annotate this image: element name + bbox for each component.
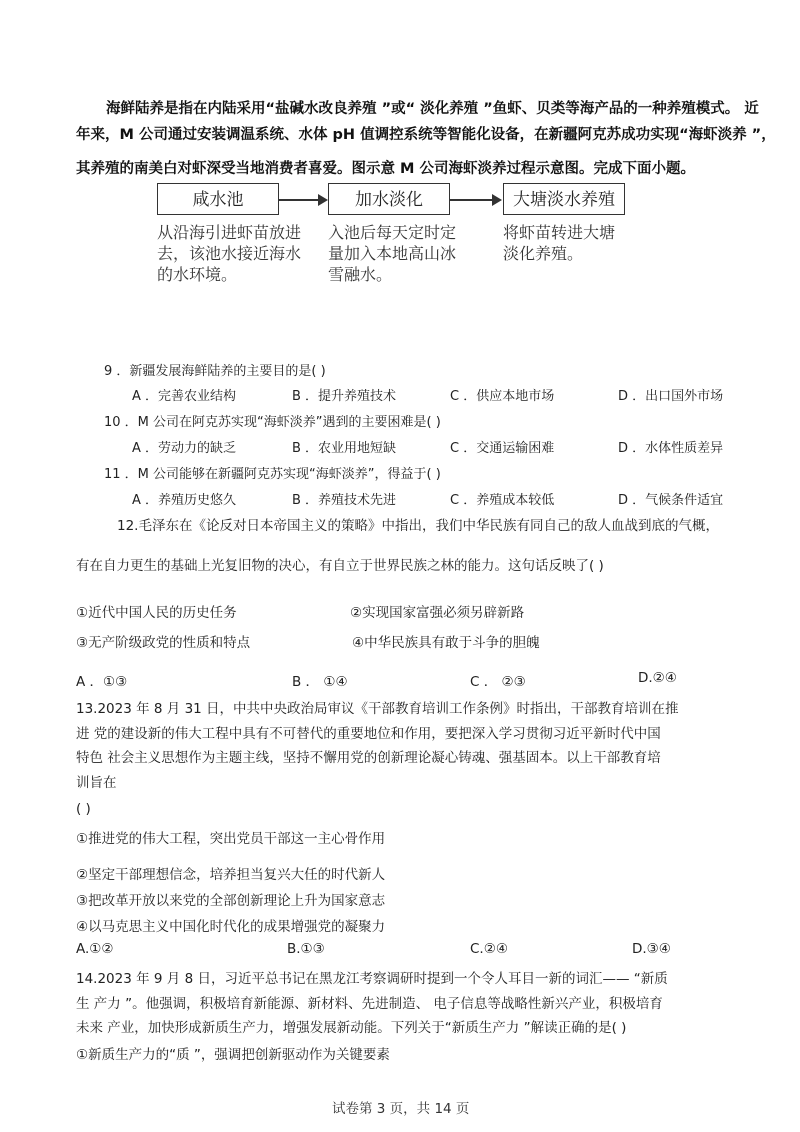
q14-stem-line-1: 14.2023 年 9 月 8 日，习近平总书记在黑龙江考察调研时提到一个令人耳目一新的词汇—— “新质 xyxy=(76,971,668,987)
q11-option-a: A ．养殖历史悠久 xyxy=(132,493,237,508)
q11-option-d: D ．气候条件适宜 xyxy=(618,493,724,508)
q11-option-c: C ．养殖成本较低 xyxy=(450,493,555,508)
q13-statement-2: ②坚定干部理想信念，培养担当复兴大任的时代新人 xyxy=(76,867,386,883)
q13-option-b: B.①③ xyxy=(287,941,325,957)
q12-option-d: D.②④ xyxy=(638,670,677,686)
q13-answer-paren: ( ) xyxy=(76,801,91,817)
q13-statement-3: ③把改革开放以来党的全部创新理论上升为国家意志 xyxy=(76,893,386,909)
q12-option-c: C ． ②③ xyxy=(470,674,526,690)
flow-arrow-2 xyxy=(450,199,500,201)
flow-step-1-title: 咸水池 xyxy=(192,190,244,210)
flow-step-1-desc: 从沿海引进虾苗放进去，该池水接近海水的水环境。 xyxy=(157,223,302,284)
q13-statement-1: ①推进党的伟大工程，突出党员干部这一主心骨作用 xyxy=(76,831,386,847)
q13-stem-line-4: 训旨在 xyxy=(76,775,117,791)
q13-stem-line-1: 13.2023 年 8 月 31 日，中共中央政治局审议《干部教育培训工作条例》时指出，干部教育培训在推 xyxy=(76,701,679,717)
q9-option-a: A ．完善农业结构 xyxy=(132,389,237,404)
q10-option-a: A ．劳动力的缺乏 xyxy=(132,441,237,456)
intro-line-2: 年来，M 公司通过安装调温系统、水体 pH 值调控系统等智能化设备，在新疆阿克苏成功实现“海虾淡养 ”， xyxy=(76,127,776,143)
q13-stem-line-2: 进 党的建设新的伟大工程中具有不可替代的重要地位和作用，要把深入学习贯彻习近平新时代中国 xyxy=(76,726,661,742)
q14-stem-line-2: 生 产力 ”。他强调，积极培育新能源、新材料、先进制造、 电子信息等战略性新兴产业，积极培育 xyxy=(76,996,663,1012)
q13-option-c: C.②④ xyxy=(470,941,508,957)
intro-line-1: 海鲜陆养是指在内陆采用“盐碱水改良养殖 ”或“ 淡化养殖 ”鱼虾、贝类等海产品的一种养殖模式。 近 xyxy=(106,101,759,117)
q12-statement-2: ②实现国家富强必须另辟新路 xyxy=(350,605,525,621)
q11-stem: 11 ．M 公司能够在新疆阿克苏实现“海虾淡养”，得益于( ) xyxy=(104,467,441,482)
q12-option-a: A ．①③ xyxy=(76,674,128,690)
q9-stem: 9 ．新疆发展海鲜陆养的主要目的是( ) xyxy=(104,364,326,379)
q11-option-b: B ．养殖技术先进 xyxy=(292,493,397,508)
q10-option-b: B ．农业用地短缺 xyxy=(292,441,397,456)
q12-option-b: B ． ①④ xyxy=(292,674,348,690)
flow-step-3-box xyxy=(503,183,625,215)
q10-option-d: D ．水体性质差异 xyxy=(618,441,724,456)
q9-option-b: B ．提升养殖技术 xyxy=(292,389,397,404)
flow-step-3-title: 大塘淡水养殖 xyxy=(513,190,615,210)
flow-step-2-desc: 入池后每天定时定量加入本地高山冰雪融水。 xyxy=(328,223,457,284)
q14-statement-1: ①新质生产力的“质 ”，强调把创新驱动作为关键要素 xyxy=(76,1047,390,1063)
q14-stem-line-3: 未来 产业，加快形成新质生产力，增强发展新动能。下列关于“新质生产力 ”解读正确的是( ) xyxy=(76,1020,627,1036)
flow-step-3-desc: 将虾苗转进大塘淡化养殖。 xyxy=(503,223,616,263)
q12-stem-line-1: 12.毛泽东在《论反对日本帝国主义的策略》中指出，我们中华民族有同自己的敌人血战到底的气概， xyxy=(117,518,719,534)
q9-option-d: D ．出口国外市场 xyxy=(618,389,724,404)
q13-stem-line-3: 特色 社会主义思想作为主题主线，坚持不懈用党的创新理论凝心铸魂、强基固本。以上干部教育培 xyxy=(76,750,661,766)
q13-statement-4: ④以马克思主义中国化时代化的成果增强党的凝聚力 xyxy=(76,919,386,935)
flow-step-1-box xyxy=(157,183,279,215)
q10-stem: 10 ．M 公司在阿克苏实现“海虾淡养”遇到的主要困难是( ) xyxy=(104,415,441,430)
q9-option-c: C ．供应本地市场 xyxy=(450,389,555,404)
page-footer: 试卷第 3 页，共 14 页 xyxy=(332,1101,470,1117)
flow-arrow-1 xyxy=(279,199,326,201)
q13-option-a: A.①② xyxy=(76,941,114,957)
q12-statement-4: ④中华民族具有敢于斗争的胆魄 xyxy=(352,635,540,651)
q10-option-c: C ．交通运输困难 xyxy=(450,441,555,456)
intro-line-3: 其养殖的南美白对虾深受当地消费者喜爱。图示意 M 公司海虾淡养过程示意图。完成下面小题。 xyxy=(76,161,696,177)
q12-stem-line-2: 有在自力更生的基础上光复旧物的决心，有自立于世界民族之林的能力。这句话反映了( ) xyxy=(76,558,604,574)
q12-statement-1: ①近代中国人民的历史任务 xyxy=(76,605,237,621)
q13-option-d: D.③④ xyxy=(632,941,671,957)
q12-statement-3: ③无产阶级政党的性质和特点 xyxy=(76,635,251,651)
flow-step-2-title: 加水淡化 xyxy=(355,190,423,210)
flow-step-2-box xyxy=(328,183,450,215)
